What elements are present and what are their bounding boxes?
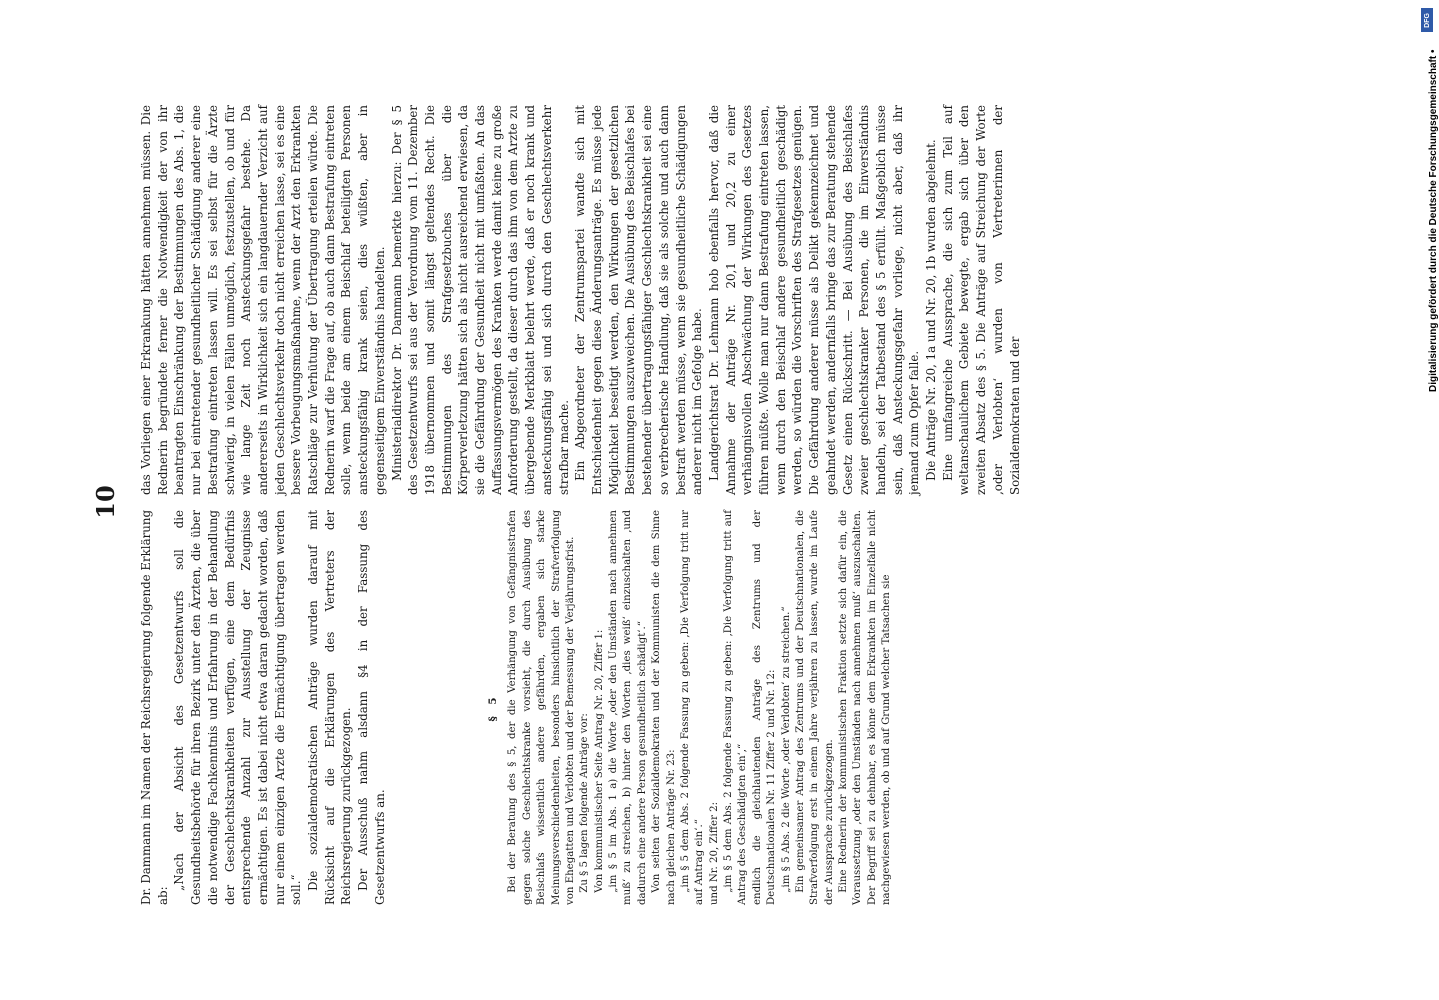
paragraph: Von seiten der Sozialdemokraten und der Kommunisten die dem Sinne nach gleichen Anträge Nr. 23: [651, 510, 677, 905]
paragraph: und Nr. 20, Ziffer 2: [708, 801, 720, 905]
credit-text: Digitalisierung gefördert durch die Deutsche Forschungsgemeinschaft • [1428, 49, 1439, 392]
paragraph: „im § 5 Abs. 2 die Worte ‚oder Verlobten‘ zu streichen.“ [780, 606, 792, 893]
text-column-middle [480, 510, 895, 905]
paragraph: Eine Rednerin der kommunistischen Fraktion setzte sich dafür ein, die Voraussetzung ‚oder den Umständen nach annehmen muß‘ auszuschalten. Der Begriff sei zu dehnbar, es könne dem Erkrankten im Einzelfalle nicht nachgewiesen werden, ob und auf Grund welcher Tatsachen sie [838, 510, 893, 905]
paragraph: endlich die gleichlautenden Anträge des Zentrums und der Deutschnationalen Nr. 11 Ziffer 2 und Nr. 12: [751, 510, 778, 905]
paragraph: „Nach der Absicht des Gesetzentwurfs soll die Gesundheitsbehörde für ihren Bezirk unter den Ärzten, die über die notwendige Fachkenntnis und Erfahrung in der Behandlung der Geschlechtskrankheiten verfügen, eine dem Bedürfnis entsprechende Anzahl zur Ausstellung der Zeugnisse ermächtigen. Es ist dabei nicht etwa daran gedacht worden, daß nur einem einzigen Arzte die Ermächtigung übertragen werden soll.“ [172, 510, 304, 905]
section-heading: § 5 [487, 693, 499, 722]
paragraph: Ein Abgeordneter der Zentrumspartei wandte sich mit Entschiedenheit gegen diese Änderungsanträge. Es müsse jede Möglichkeit beseitigt werden, den Wirkungen der gesetzlichen Bestimmungen auszuweichen. Die Ausübung des Beischlafes bei bestehender übertragungsfähiger Geschlechtskrankheit sei eine so verbrecherische Handlung, daß sie als solche und auch dann bestraft werden müsse, wenn sie gesundheitliche Schädigungen anderer nicht im Gefolge habe. [573, 105, 705, 495]
paragraph: „im § 5 im Abs. 1 a) die Worte ‚oder den Umständen nach annehmen muß‘ zu streichen, b) hinter den Worten ‚dies weiß‘ einzuschalten ‚und dadurch eine andere Person gesundheitlich schädigt‘.“ [608, 510, 648, 905]
paragraph: Der Ausschuß nahm alsdann §4 in der Fassung des Gesetzentwurfs an. [356, 510, 387, 905]
paragraph: „im § 5 dem Abs. 2 folgende Fassung zu geben: ‚Die Verfolgung tritt nur auf Antrag ein‘.“ [679, 510, 706, 905]
text-column-right [138, 105, 1023, 495]
dfg-logo [1421, 8, 1433, 32]
paragraph: „im § 5 dem Abs. 2 folgende Fassung zu geben: ‚Die Verfolgung tritt auf Antrag des Geschädigten ein‘,“ [723, 510, 749, 905]
paragraph: Zu § 5 lagen folgende Anträge vor: [579, 713, 591, 893]
paragraph: Eine umfangreiche Aussprache, die sich zum Teil auf weltanschaulichem Gebiete bewegte, ergab sich über den zweiten Absatz des § 5. Die Anträge auf Streichung der Worte ‚oder Verlobten‘ wurden von Vertreterinnen der Sozialdemokraten und der [940, 105, 1022, 495]
text-column-left [138, 510, 389, 905]
paragraph: Die Anträge Nr. 20, 1a und Nr. 20, 1b wurden abgelehnt. [924, 139, 939, 481]
paragraph: Dr. Dammann im Namen der Reichsregierung folgende Erklärung ab: [139, 510, 170, 905]
page-number: 10 [91, 485, 120, 519]
paragraph: Die sozialdemokratischen Anträge wurden darauf mit Rücksicht auf die Erklärungen des Vertreters der Reichsregierung zurückgezogen. [306, 510, 354, 905]
paragraph: Von kommunistischer Seite Antrag Nr. 20, Ziffer 1: [593, 629, 605, 893]
paragraph: Bei der Beratung des § 5, der die Verhängung von Gefängnisstrafen gegen solche Geschlechtskranke vorsieht, die durch Ausübung des Beischlafs wissentlich andere gefährden, ergaben sich starke Meinungsverschiedenheiten, besonders hinsichtlich der Strafverfolgung von Ehegatten und Verlobten und der Bemessung der Verjährungsfrist. [507, 510, 576, 905]
paragraph: Ein gemeinsamer Antrag des Zentrums und der Deutschnationalen, die Strafverfolgung erst in einem Jahre verjähren zu lassen, wurde im Laufe der Aussprache zurückgezogen. [794, 510, 835, 905]
paragraph: Ministerialdirektor Dr. Dammann bemerkte hierzu: Der § 5 des Gesetzentwurfs sei aus der Verordnung vom 11. Dezember 1918 übernommen und somit längst geltendes Recht. Die Bestimmungen des Strafgesetzbuches über die Körperverletzung hätten sich als nicht ausreichend erwiesen, da sie die Gefährdung der Gesundheit nicht mit umfaßten. An das Auffassungsvermögen des Kranken werde damit keine zu große Anforderung gestellt, da dieser durch das ihm von dem Arzte zu übergebende Merkblatt belehrt werde, daß er noch krank und ansteckungsfähig sei und sich durch den Geschlechtsverkehr strafbar mache. [389, 105, 571, 495]
paragraph: Landgerichtsrat Dr. Lehmann hob ebenfalls hervor, daß die Annahme der Anträge Nr. 20,1 und 20,2 zu einer verhängnisvollen Abschwächung der Wirkungen des Gesetzes führen müßte. Wolle man nur dann Bestrafung eintreten lassen, wenn durch den Beischlaf andere gesundheitlich geschädigt werden, so würden die Vorschriften des Strafgesetzes genügen. Die Gefährdung anderer müsse als Delikt gekennzeichnet und geahndet werden, andernfalls bringe das zur Beratung stehende Gesetz einen Rückschritt. — Bei Ausübung des Beischlafes zweier geschlechtskranker Personen, die im Einverständnis handeln, sei der Tatbestand des § 5 erfüllt. Maßgeblich müsse sein, daß Ansteckungsgefahr vorliege, nicht aber, daß ihr jemand zum Opfer falle. [706, 105, 922, 495]
paragraph: das Vorliegen einer Erkrankung hätten annehmen müssen. Die Rednerin begründete ferner die Notwendigkeit der von ihr beantragten Einschränkung der Bestimmungen des Abs. 1, die nur bei eintretender gesundheitlicher Schädigung anderer eine Bestrafung eintreten lassen will. Es sei selbst für die Ärzte schwierig, in vielen Fällen unmöglich, festzustellen, ob und für wie lange Zeit noch Ansteckungsgefahr bestehe. Da andererseits in Wirklichkeit sich ein langdauernder Verzicht auf jeden Geschlechtsverkehr doch nicht erreichen lasse, sei es eine bessere Vorbeugungsmaßnahme, wenn der Arzt den Erkrankten Ratschläge zur Verhütung der Übertragung erteilen würde. Die Rednerin warf die Frage auf, ob auch dann Bestrafung eintreten solle, wenn beide am einem Beischlaf beteiligten Personen ansteckungsfähig krank seien, dies wüßten, aber in gegenseitigem Einverständnis handelten. [139, 105, 387, 495]
dfg-logo-text: DFG [1423, 12, 1431, 28]
